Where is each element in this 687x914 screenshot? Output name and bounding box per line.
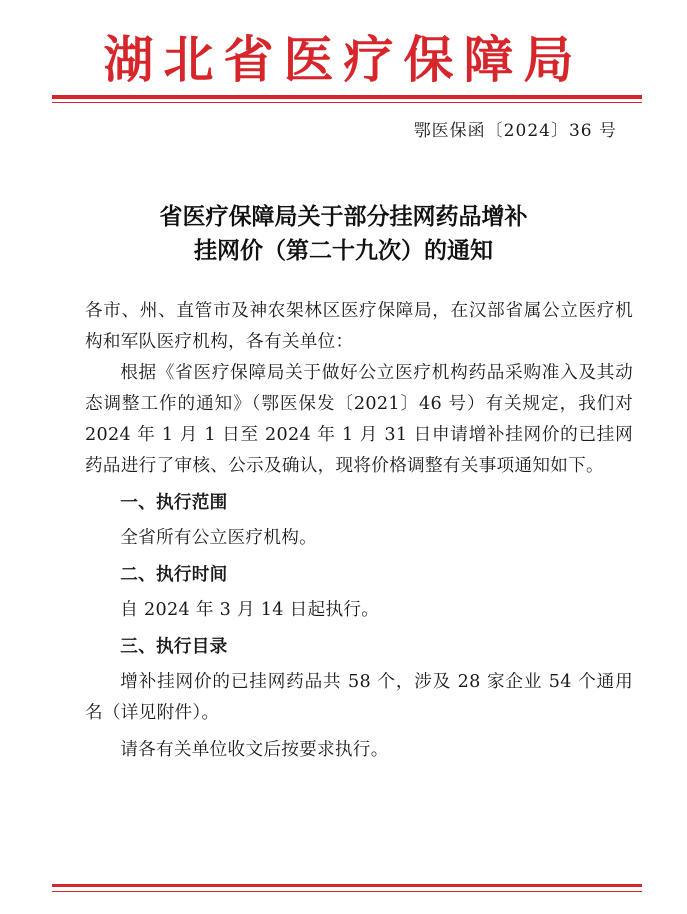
addressee: 各市、州、直管市及神农架林区医疗保障局，在汉部省属公立医疗机构和军队医疗机构，各有关单位： <box>85 301 633 352</box>
section-heading-catalog: 三、执行目录 <box>120 637 228 657</box>
section-heading-scope: 一、执行范围 <box>120 493 228 513</box>
notice-title <box>0 200 687 268</box>
footer-divider-thick <box>52 884 642 887</box>
section-heading-time: 二、执行时间 <box>120 565 228 585</box>
letterhead-divider-thin <box>52 102 642 103</box>
document-number: 鄂医保函〔2024〕36 号 <box>413 121 617 141</box>
notice-title-line-2: 挂网价（第二十九次）的通知 <box>194 238 493 264</box>
letterhead-divider-thick <box>52 95 642 99</box>
section-content-scope: 全省所有公立医疗机构。 <box>120 528 318 548</box>
agency-letterhead: 湖北省医疗保障局 <box>103 31 584 89</box>
section-content-catalog: 增补挂网价的已挂网药品共 58 个，涉及 28 家企业 54 个通用名（详见附件）。 <box>85 672 633 723</box>
closing-paragraph: 请各有关单位收文后按要求执行。 <box>120 740 389 760</box>
intro-paragraph: 根据《省医疗保障局关于做好公立医疗机构药品采购准入及其动态调整工作的通知》（鄂医保发〔2021〕46 号）有关规定，我们对 2024 年 1 月 1 日至 2024 年 1 月 31 日申请增补挂网价的已挂网药品进行了审核、公示及确认，现将价格调整有关事项通知如下。 <box>85 363 633 476</box>
section-content-time: 自 2024 年 3 月 14 日起执行。 <box>120 600 380 620</box>
document-body <box>85 296 633 766</box>
notice-title-line-1: 省医疗保障局关于部分挂网药品增补 <box>159 204 528 230</box>
footer-divider-thin <box>52 891 642 892</box>
